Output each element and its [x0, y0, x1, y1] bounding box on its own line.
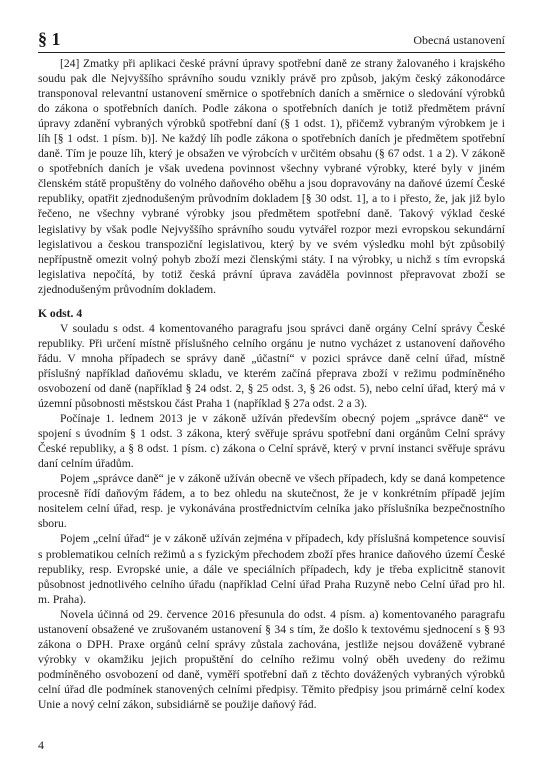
chapter-title: Obecná ustanovení: [413, 33, 505, 47]
subsection-heading: K odst. 4: [38, 306, 83, 320]
paragraph: Novela účinná od 29. července 2016 přesunula do odst. 4 písm. a) komentovaného paragrafu ustanovení obsažené ve zrušovaném ustanovení § 34 s tím, že došlo k textovému sjednocení s § 93 zákona o DPH. Praxe orgánů celní správy zůstala zachována, jestliže nejsou dováženě vybrané výrobky v okamžiku jejich propuštění do celního režimu volný oběh uvedeny do režimu podmíněného osvobození od daně, vyměří spotřební daň z těchto dovážených vybraných výrobků celní úřad dle podmínek stanovených celními předpisy. Těmito předpisy jsou primárně celní kodex Unie a nový celní zákon, subsidiárně se použije daňový řád.: [38, 607, 505, 711]
paragraph: Počínaje 1. lednem 2013 je v zákoně užíván především obecný pojem „správce daně“ ve spojení s úvodním § 1 odst. 3 zákona, který svěřuje správu spotřební dani orgánům Celní správy České republiky, a § 8 odst. 1 písm. c) zákona o Celní správě, který v první instanci svěřuje správu daní celním úřadům.: [38, 412, 505, 471]
paragraph-24: [24] Zmatky při aplikaci české právní úpravy spotřební daně ze strany žalovaného i krajského soudu pak dle Nejvyššího správního soudu vznikly právě pro způsob, jakým český zákonodárce transponoval relevantní ustanovení směrnice o spotřebních daních a směrnice o sledování výrobků do zákona o spotřebních daních. Podle zákona o spotřebních daních je totiž předmětem právní úpravy zdanění vybraných výrobků spotřební daní (§ 1 odst. 1), přičemž vybraným výrobkem je i líh [§ 1 odst. 1 písm. b)]. Ne každý líh podle zákona o spotřebních daních je předmětem spotřební daně. Tím je pouze líh, který je obsažen ve výrobcích v určitém obsahu (§ 67 odst. 1 a 2). V zákoně o spotřebních daních je však uvedena povinnost všechny vybrané výrobky, které byly v jiném členském státě propuštěny do volného daňového oběhu a jsou dopravovány na daňové území České republiky, opatřit zjednodušeným průvodním dokladem [§ 30 odst. 1], a to i přesto, že, jak již bylo řečeno, ne všechny vybrané výrobky jsou předmětem spotřební daně. Takový výklad české legislativy by však podle Nejvyššího správního soudu vytvářel rozpor mezi evropskou sekundární legislativou a českou transpoziční legislativou, který by ve svém výsledku mohl být způsobilý nepřípustně omezit volný pohyb zboží mezi členskými státy. I na výrobky, u nichž s tím evropská legislativa nepočítá, by totiž česká právní úprava zaváděla povinnost přepravovat zboží se zjednodušeným průvodním dokladem.: [38, 57, 505, 296]
header-rule: [38, 52, 505, 53]
paragraph: Pojem „správce daně“ je v zákoně užíván obecně ve všech případech, kdy se daná kompetence procesně řídí daňovým řádem, a to bez ohledu na skutečnost, že je v konkrétním případě jejím nositelem celní úřad, resp. je vykonávána prostřednictvím celníka jako příslušníka bezpečnostního sboru.: [38, 472, 505, 531]
page-body: [38, 56, 505, 712]
running-header: [38, 29, 505, 51]
paragraph: Pojem „celní úřad“ je v zákoně užíván zejména v případech, kdy příslušná kompetence souvisí s problematikou celních režimů a s fyzickým přechodem zboží přes hranice daňového území České republiky, resp. Evropské unie, a dále ve speciálních případech, kdy je třeba explicitně stanovit působnost jednotlivého celního úřadu (například Celní úřad Praha Ruzyně nebo Celní úřad pro hl. m. Praha).: [38, 532, 505, 606]
section-number: § 1: [38, 29, 61, 49]
page-number: 4: [38, 738, 44, 752]
paragraph: V souladu s odst. 4 komentovaného paragrafu jsou správci daně orgány Celní správy České republiky. Při určení místně příslušného celního orgánu je nutno vycházet z ustanovení daňového řádu. V mnoha případech se správy daně „účastní“ v pozici správce daně celní úřad, místně příslušný například daňovému skladu, ve kterém začíná přeprava zboží v režimu podmíněného osvobození od daně (například § 24 odst. 2, § 25 odst. 3, § 26 odst. 5), nebo celní úřad, který má v územní působnosti městskou část Praha 1 (například § 27a odst. 2 a 3).: [38, 321, 505, 411]
